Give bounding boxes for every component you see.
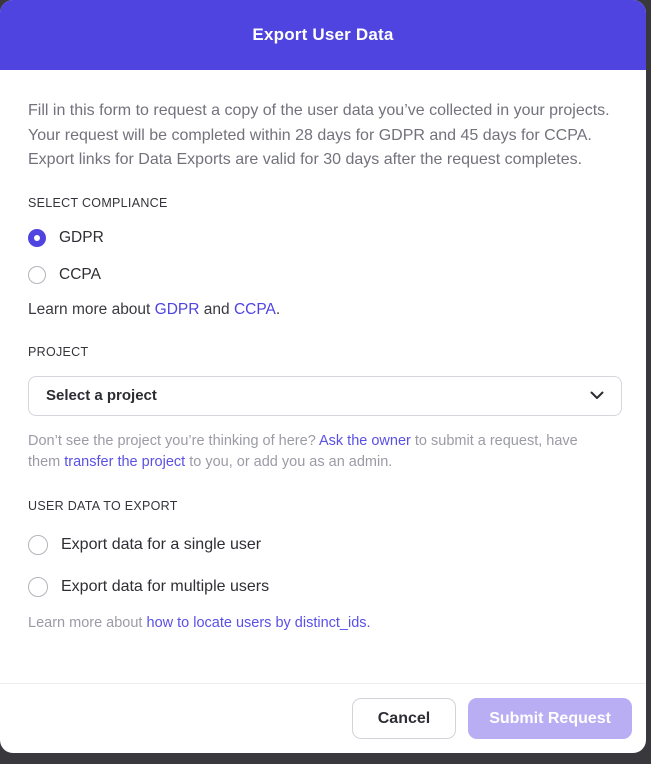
modal-title: Export User Data [252, 25, 394, 44]
chevron-down-icon [590, 391, 604, 400]
compliance-section-label: SELECT COMPLIANCE [28, 195, 168, 210]
compliance-learn-more [28, 301, 622, 319]
form-description: Fill in this form to request a copy of the user data you’ve collected in your projects. Your request will be completed within 28 days for GDPR and 45 days for CCPA. Export links for Data Exports are valid for 30 days after the request completes. [28, 102, 610, 168]
radio-single-user-icon[interactable] [28, 535, 48, 555]
distinct-ids-learn-more [28, 615, 622, 631]
project-select-value: Select a project [46, 387, 157, 404]
radio-option-gdpr[interactable] [28, 229, 622, 247]
radio-ccpa-icon[interactable] [28, 266, 46, 284]
distinct-ids-link[interactable]: how to locate users by distinct_ids. [146, 614, 371, 631]
learn-more-text: Learn more about [28, 614, 147, 631]
learn-more-text: . [275, 300, 281, 318]
radio-multiple-users-label: Export data for multiple users [61, 577, 270, 595]
submit-request-button[interactable]: Submit Request [468, 698, 632, 739]
user-data-section-label: USER DATA TO EXPORT [28, 498, 178, 513]
hint-text: to you, or add you as an admin. [185, 454, 393, 470]
radio-gdpr-icon[interactable] [28, 229, 46, 247]
ccpa-link[interactable]: CCPA [233, 300, 276, 318]
transfer-project-link[interactable]: transfer the project [64, 454, 186, 470]
hint-text: to submit a request, have them [28, 432, 578, 470]
project-hint [28, 431, 596, 474]
radio-ccpa-label: CCPA [59, 265, 101, 283]
learn-more-text: and [199, 300, 234, 318]
radio-option-ccpa[interactable] [28, 266, 622, 284]
cancel-button[interactable]: Cancel [352, 698, 456, 739]
project-select[interactable] [28, 376, 622, 416]
modal-header [0, 0, 646, 70]
modal-footer [0, 683, 646, 753]
radio-single-user-label: Export data for a single user [61, 535, 262, 553]
radio-option-multiple-users[interactable] [28, 577, 622, 597]
project-section-label: PROJECT [28, 344, 89, 359]
radio-multiple-users-icon[interactable] [28, 577, 48, 597]
hint-text: Don’t see the project you’re thinking of here? [28, 432, 319, 449]
learn-more-text: Learn more about [28, 300, 155, 318]
gdpr-link[interactable]: GDPR [154, 300, 200, 318]
modal-body [0, 70, 646, 683]
ask-owner-link[interactable]: Ask the owner [318, 432, 411, 449]
radio-gdpr-label: GDPR [59, 228, 104, 246]
radio-option-single-user[interactable] [28, 535, 622, 555]
